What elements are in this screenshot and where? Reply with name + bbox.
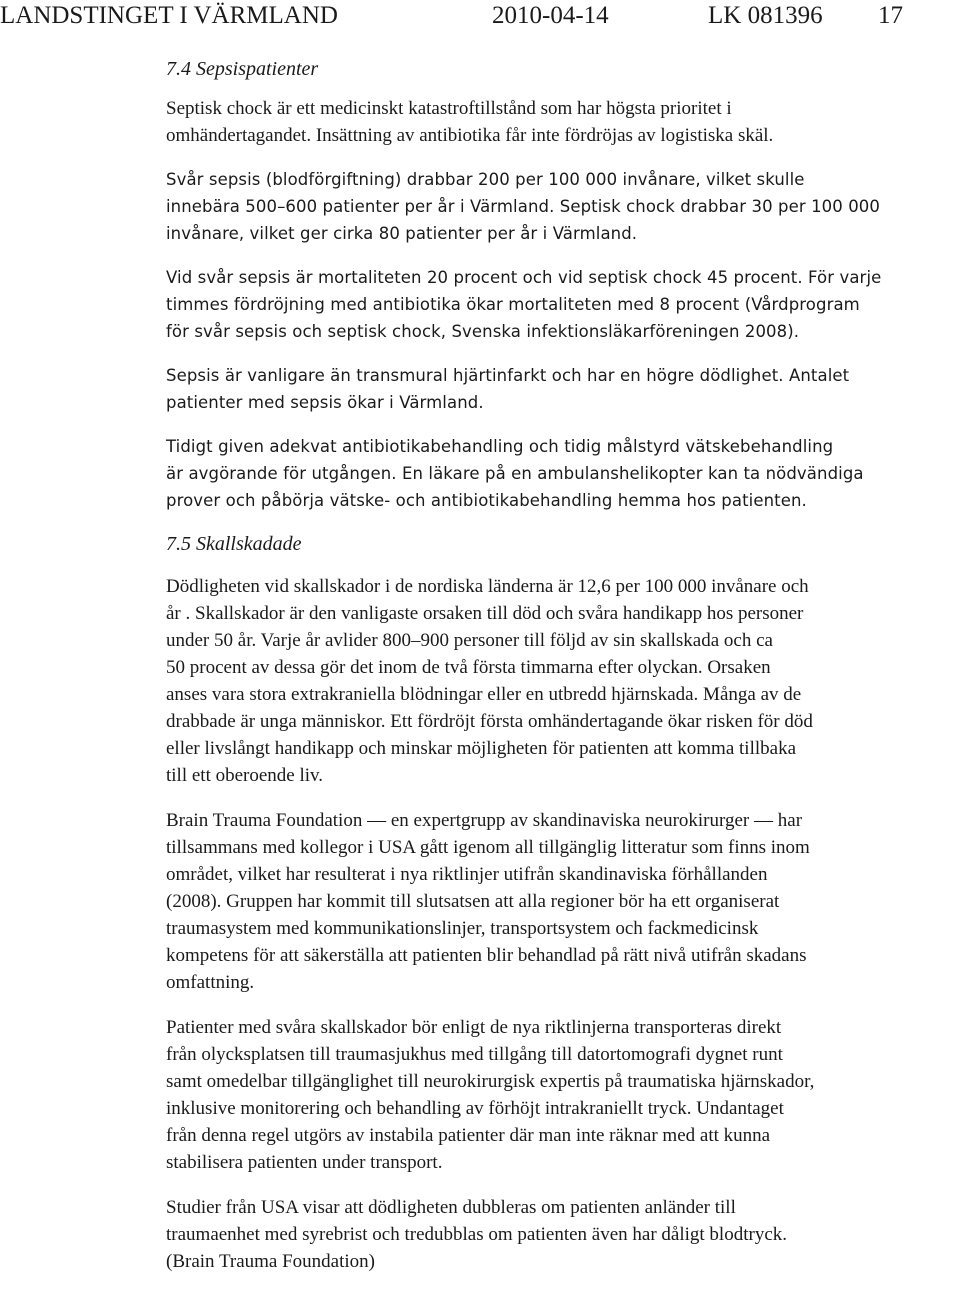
page-header <box>0 0 960 40</box>
text-line: Studier från USA visar att dödligheten dubbleras om patienten anländer till <box>166 1197 736 1218</box>
text-line: år . Skallskador är den vanligaste orsaken till död och svåra handikapp hos personer <box>166 603 804 624</box>
text-line: traumaenhet med syrebrist och tredubblas om patienten även har dåligt blodtryck. <box>166 1224 787 1245</box>
text-line: är avgörande för utgången. En läkare på en ambulanshelikopter kan ta nödvändiga <box>166 464 864 483</box>
text-line: omhändertagandet. Insättning av antibiotika får inte fördröjas av logistiska skäl. <box>166 125 774 146</box>
section-heading-skull: 7.5 Skallskadade <box>166 533 302 555</box>
paragraph-skull-mortality <box>166 573 956 789</box>
text-line: 50 procent av dessa gör det inom de två första timmarna efter olyckan. Orsaken <box>166 657 771 678</box>
organization-name: LANDSTINGET I VÄRMLAND <box>0 2 338 29</box>
text-line: anses vara stora extrakraniella blödningar eller en utbredd hjärnskada. Många av de <box>166 684 802 705</box>
text-line: (2008). Gruppen har kommit till slutsatsen att alla regioner bör ha ett organiserat <box>166 891 780 912</box>
page-number: 17 <box>878 2 903 29</box>
text-line: Svår sepsis (blodförgiftning) drabbar 200 per 100 000 invånare, vilket skulle <box>166 170 805 189</box>
text-line: under 50 år. Varje år avlider 800–900 personer till följd av sin skallskada och ca <box>166 630 773 651</box>
text-line: eller livslångt handikapp och minskar möjligheten för patienten att komma tillbaka <box>166 738 796 759</box>
text-line: till ett oberoende liv. <box>166 765 324 786</box>
document-date: 2010-04-14 <box>492 2 609 29</box>
document-body <box>166 58 956 1275</box>
paragraph-brain-trauma-foundation <box>166 807 956 996</box>
text-line: prover och påbörja vätske- och antibiotikabehandling hemma hos patienten. <box>166 491 807 510</box>
text-line: samt omedelbar tillgänglighet till neurokirurgisk expertis på traumatiska hjärnskador, <box>166 1071 815 1092</box>
paragraph-sepsis-comparison <box>166 362 956 416</box>
text-line: innebära 500–600 patienter per år i Värmland. Septisk chock drabbar 30 per 100 000 <box>166 197 881 216</box>
paragraph-sepsis-mortality <box>166 264 956 345</box>
paragraph-sepsis-treatment <box>166 433 956 514</box>
text-line: från denna regel utgörs av instabila patienter där man inte räknar med att kunna <box>166 1125 771 1146</box>
text-line: Patienter med svåra skallskador bör enligt de nya riktlinjerna transporteras direkt <box>166 1017 782 1038</box>
text-line: stabilisera patienten under transport. <box>166 1152 443 1173</box>
text-line: Septisk chock är ett medicinskt katastroftillstånd som har högsta prioritet i <box>166 98 732 119</box>
text-line: Brain Trauma Foundation — en expertgrupp av skandinaviska neurokirurger — har <box>166 810 803 831</box>
text-line: drabbade är unga människor. Ett fördröjt första omhändertagande ökar risken för död <box>166 711 813 732</box>
text-line: invånare, vilket ger cirka 80 patienter per år i Värmland. <box>166 224 638 243</box>
text-line: för svår sepsis och septisk chock, Svenska infektionsläkarföreningen 2008). <box>166 322 800 341</box>
paragraph-usa-studies <box>166 1194 956 1275</box>
text-line: traumasystem med kommunikationslinjer, transportsystem och fackmedicinsk <box>166 918 759 939</box>
text-line: inklusive monitorering och behandling av förhöjt intrakraniellt tryck. Undantaget <box>166 1098 784 1119</box>
paragraph-sepsis-incidence <box>166 166 956 247</box>
text-line: Tidigt given adekvat antibiotikabehandling och tidig målstyrd vätskebehandling <box>166 437 834 456</box>
text-line: Dödligheten vid skallskador i de nordiska länderna är 12,6 per 100 000 invånare och <box>166 576 809 597</box>
document-reference: LK 081396 <box>708 2 823 29</box>
text-line: området, vilket har resulterat i nya riktlinjer utifrån skandinaviska förhållanden <box>166 864 768 885</box>
text-line: omfattning. <box>166 972 255 993</box>
section-heading-sepsis: 7.4 Sepsispatienter <box>166 58 319 80</box>
text-line: Sepsis är vanligare än transmural hjärtinfarkt och har en högre dödlighet. Antalet <box>166 366 850 385</box>
paragraph-sepsis-intro <box>166 95 956 149</box>
paragraph-guidelines <box>166 1014 956 1176</box>
text-line: patienter med sepsis ökar i Värmland. <box>166 393 484 412</box>
text-line: (Brain Trauma Foundation) <box>166 1251 375 1272</box>
text-line: tillsammans med kollegor i USA gått igenom all tillgänglig litteratur som finns inom <box>166 837 810 858</box>
text-line: timmes fördröjning med antibiotika ökar mortaliteten med 8 procent (Vårdprogram <box>166 295 860 314</box>
text-line: från olycksplatsen till traumasjukhus med tillgång till datortomografi dygnet runt <box>166 1044 783 1065</box>
text-line: Vid svår sepsis är mortaliteten 20 procent och vid septisk chock 45 procent. För varje <box>166 268 882 287</box>
text-line: kompetens för att säkerställa att patienten blir behandlad på rätt nivå utifrån skadans <box>166 945 807 966</box>
